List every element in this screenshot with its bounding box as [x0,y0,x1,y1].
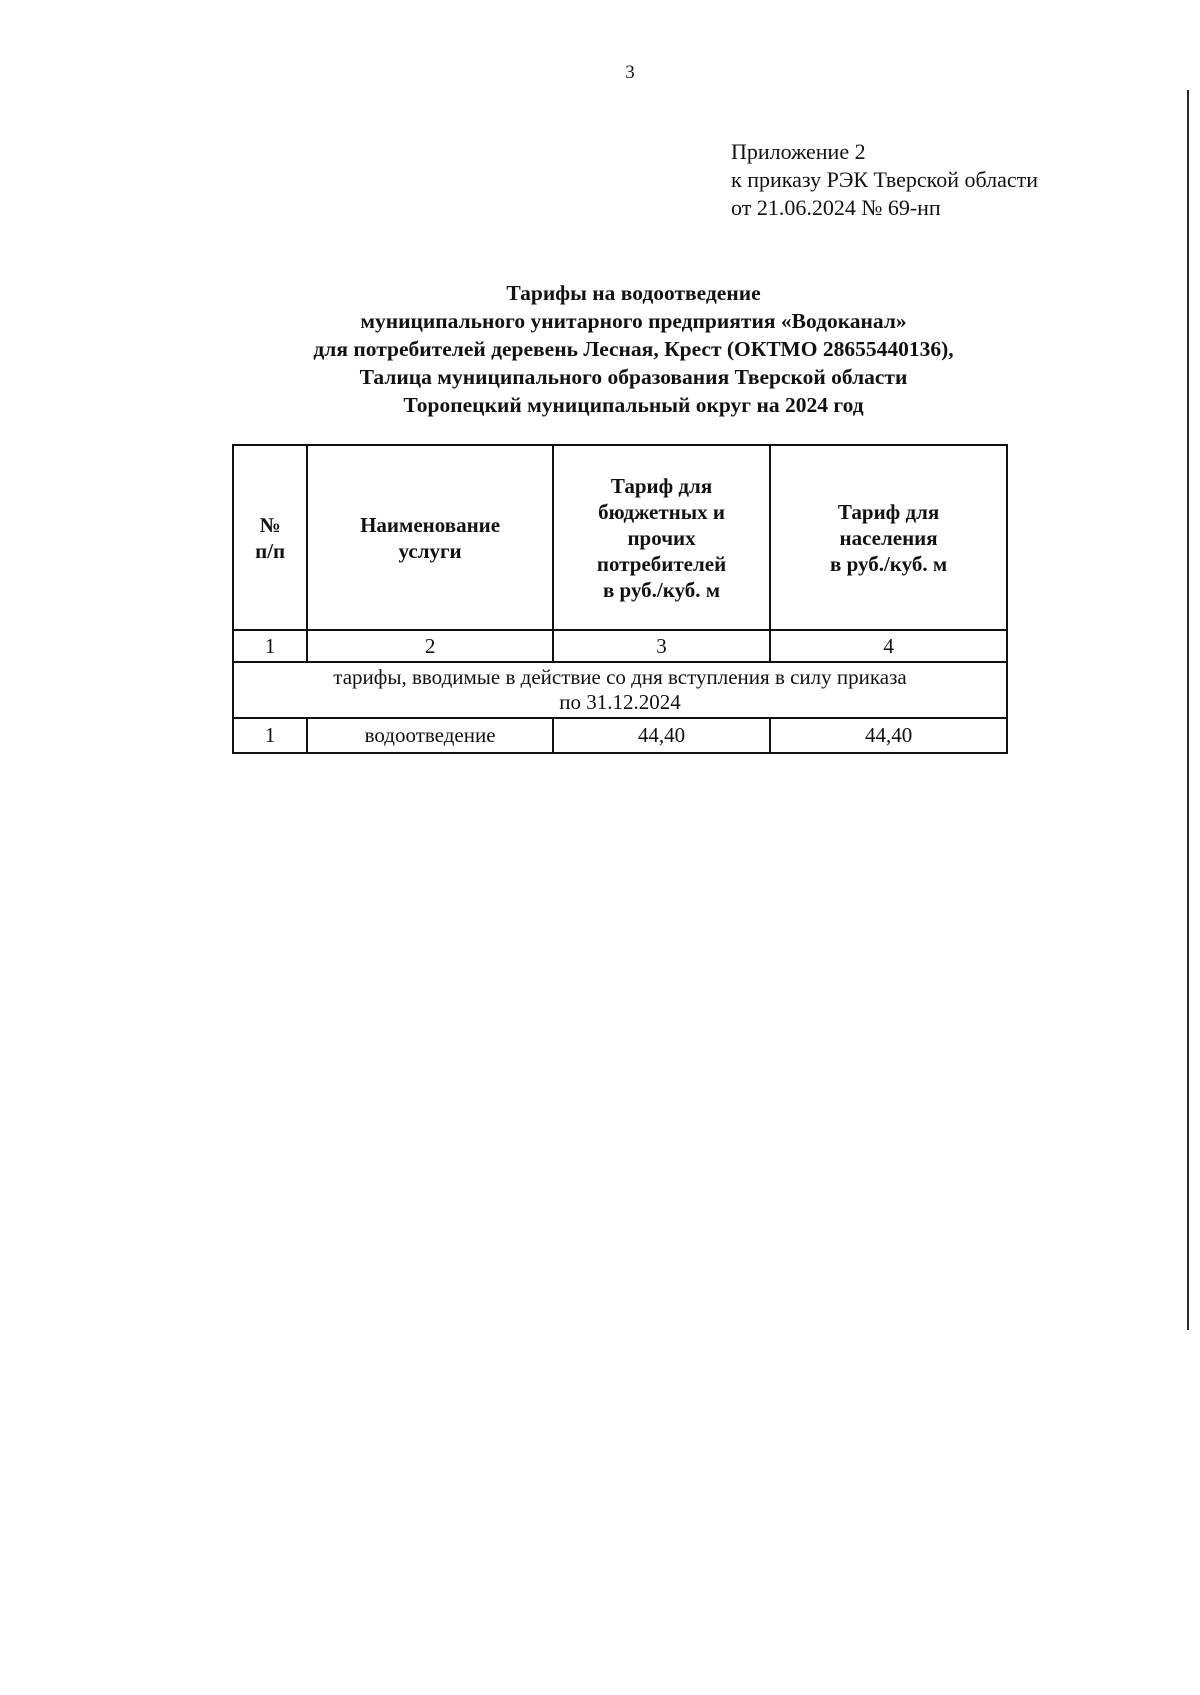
header-text-line: п/п [255,538,286,563]
tariffs-table [232,444,1008,754]
appendix-line: Приложение 2 [731,139,866,164]
row-number: 1 [233,718,307,753]
tariff-population-value: 44,40 [770,718,1007,753]
header-text-line: Тариф для [610,473,713,498]
header-text-line: в руб./куб. м [830,551,948,576]
column-number: 2 [307,630,553,662]
column-number: 4 [770,630,1007,662]
header-text-line: Наименование [360,512,501,537]
section-text-line: тарифы, вводимые в действие со дня вступления в силу приказа [333,665,907,689]
appendix-line: от 21.06.2024 № 69-нп [731,195,941,220]
header-text-line: в руб./куб. м [602,577,721,602]
service-name: водоотведение [307,718,553,753]
document-title [200,279,1067,419]
header-text-line: № [259,512,281,537]
column-number: 3 [553,630,770,662]
table-row [233,718,1007,753]
appendix-line: к приказу РЭК Тверской области [731,167,1039,192]
header-text-line: потребителей [596,551,727,576]
header-tariff-budget [553,445,770,630]
page-number: 3 [625,62,635,83]
header-text-line: Тариф для [837,499,940,524]
title-line: Талица муниципального образования Тверской области [359,365,908,389]
column-numbers-row [233,630,1007,662]
section-caption [233,662,1007,718]
table-header-row [233,445,1007,630]
section-text-line: по 31.12.2024 [559,690,681,714]
title-line: муниципального унитарного предприятия «Водоканал» [360,309,907,333]
scan-edge-line [1187,90,1189,1330]
header-service-name [307,445,553,630]
header-text-line: услуги [398,538,462,563]
title-line: Торопецкий муниципальный округ на 2024 год [403,393,864,417]
section-row [233,662,1007,718]
header-tariff-population [770,445,1007,630]
header-text-line: прочих [627,525,696,550]
header-number [233,445,307,630]
header-text-line: населения [839,525,938,550]
title-line: для потребителей деревень Лесная, Крест (ОКТМО 28655440136), [313,337,954,361]
appendix-reference [731,138,1038,222]
tariff-budget-value: 44,40 [553,718,770,753]
column-number: 1 [233,630,307,662]
header-text-line: бюджетных и [598,499,725,524]
title-line: Тарифы на водоотведение [506,281,761,305]
